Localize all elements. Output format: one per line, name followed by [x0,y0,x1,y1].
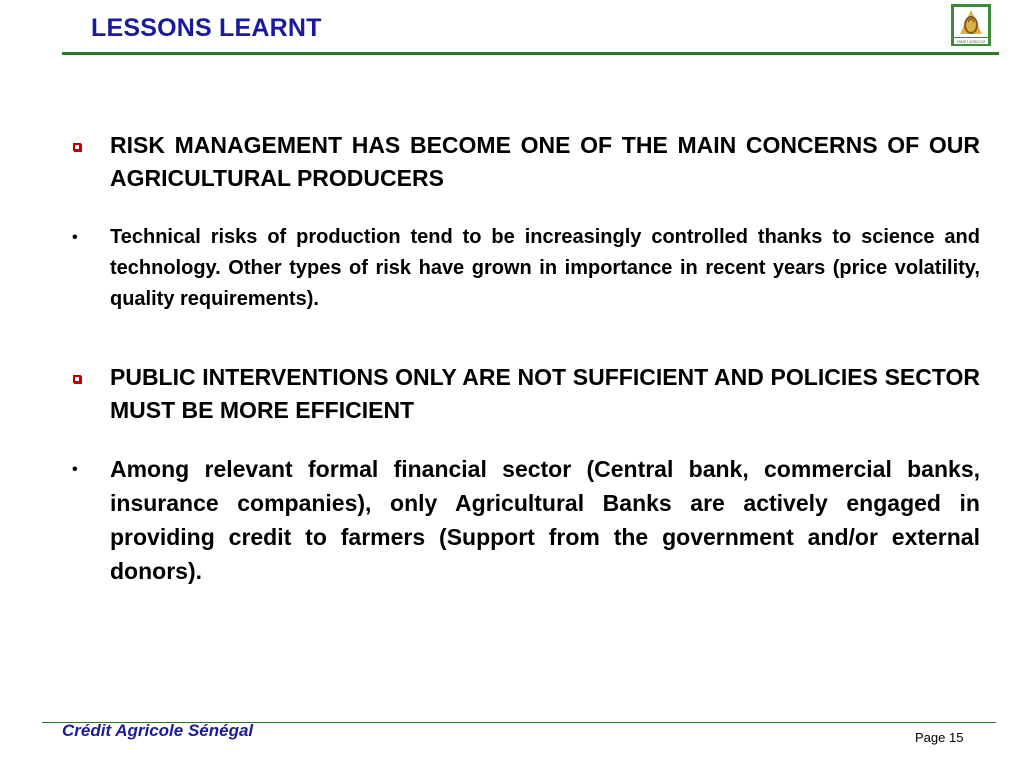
bullet-text: PUBLIC INTERVENTIONS ONLY ARE NOT SUFFICIENT AND POLICIES SECTOR MUST BE MORE EFFICIENT [110,364,980,423]
square-bullet-icon [73,375,81,383]
dot-bullet-icon: • [72,461,78,478]
bullet-text: RISK MANAGEMENT HAS BECOME ONE OF THE MAIN CONCERNS OF OUR AGRICULTURAL PRODUCERS [110,132,980,191]
bullet-item-4 [72,452,980,588]
credit-agricole-logo [951,4,991,46]
slide-title: LESSONS LEARNT [91,14,322,42]
bullet-text: Technical risks of production tend to be increasingly controlled thanks to science and technology. Other types of risk have grown in importance in recent years (price volatility, quality requirements). [110,226,980,310]
bullet-item-3 [110,361,980,427]
page-number: Page 15 [915,730,964,745]
square-bullet-icon [73,143,81,151]
bullet-item-1 [110,129,980,195]
bullet-item-2 [72,222,980,315]
title-underline [62,52,999,55]
svg-text:CREDIT AGRICOLE: CREDIT AGRICOLE [956,40,986,44]
bullet-text: Among relevant formal financial sector (Central bank, commercial banks, insurance companies), only Agricultural Banks are actively engaged in providing credit to farmers (Support from the government and/or external donors). [110,456,980,584]
footer-organization: Crédit Agricole Sénégal [62,721,254,740]
dot-bullet-icon: • [72,229,78,246]
